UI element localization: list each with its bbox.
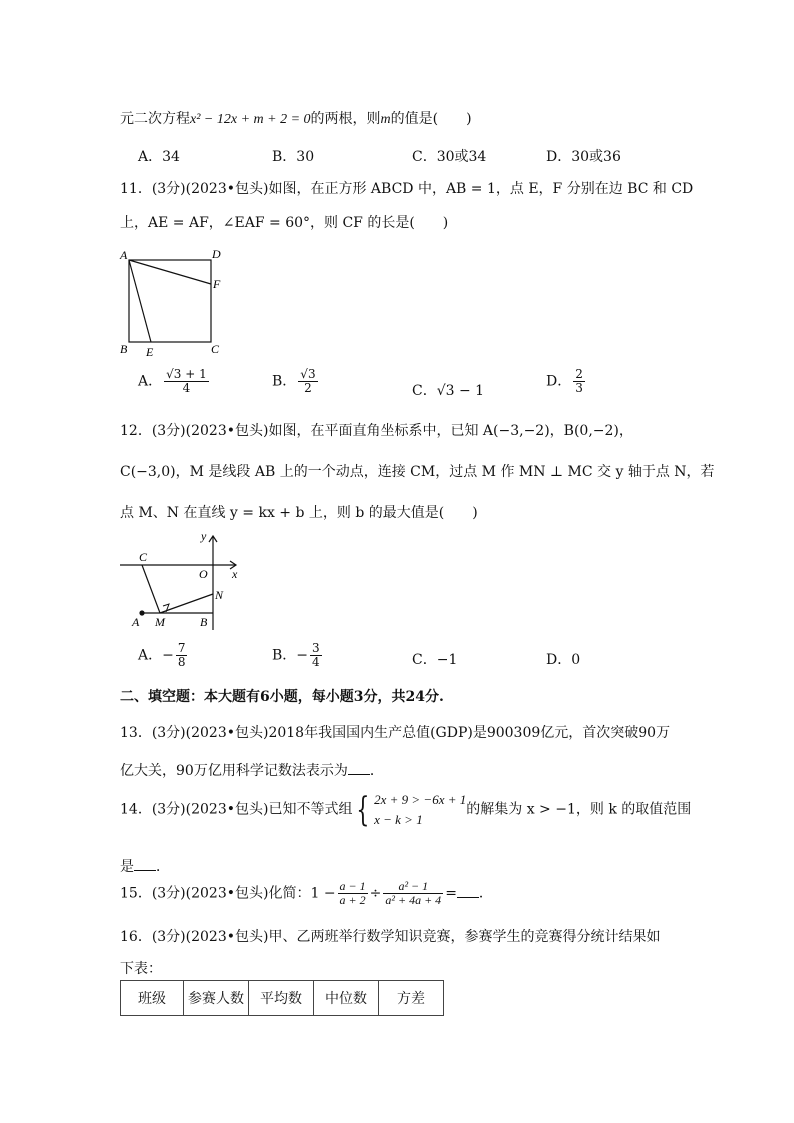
q12-option-c[interactable]: C．−1: [412, 652, 458, 668]
q15-answer-blank[interactable]: [457, 885, 479, 898]
q16-stem-line1: 16．(3分)(2023•包头)甲、乙两班举行数学知识竞赛，参赛学生的竞赛得分统计结果如: [120, 929, 661, 945]
q13-answer-blank[interactable]: [348, 762, 370, 775]
q12-label-a: A: [132, 615, 140, 629]
q13-stem-line2: 亿大关，90万亿用科学记数法表示为 ．: [120, 763, 384, 779]
q11-square-figure: [112, 244, 242, 362]
q12-stem-line2: C(−3,0)，M 是线段 AB 上的一个动点，连接 CM，过点 M 作 MN ⊥ MC 交 y 轴于点 N，若: [120, 464, 715, 480]
q10-stem: 元二次方程x² − 12x + m + 2 = 0的两根，则m的值是( ): [120, 111, 472, 127]
q13-stem-line1: 13．(3分)(2023•包头)2018年我国国内生产总值(GDP)是900309亿元，首次突破90万: [120, 725, 671, 741]
q12-label-c: C: [139, 550, 148, 564]
q16-score-table: [120, 980, 444, 1016]
q12-label-b: B: [200, 615, 208, 629]
q15-stem: 15．(3分)(2023•包头)化简：1 − $\frac{a - 1}{a + 2}$ ÷ $\frac{\text{a² − 1}}{\text{a² + 4a + 4}}$ = ．: [120, 879, 493, 908]
table-header-participants: 参赛人数: [184, 981, 249, 1016]
q11-label-c: C: [211, 342, 220, 356]
q10-option-b[interactable]: B．30: [272, 149, 315, 165]
q12-option-d[interactable]: D．0: [546, 652, 581, 668]
q11-label-b: B: [120, 342, 128, 356]
table-header-variance: 方差: [379, 981, 444, 1016]
table-header-class: 班级: [121, 981, 184, 1016]
q12-label-x: x: [232, 567, 238, 581]
table-header-mean: 平均数: [249, 981, 314, 1016]
q11-option-a[interactable]: A． $\frac{√3 + 1}{4}$: [138, 367, 207, 396]
q14-stem-line2: 是 ．: [120, 859, 170, 875]
q12-label-o: O: [199, 567, 208, 581]
q12-stem-line3: 点 M、N 在直线 y = kx + b 上，则 b 的最大值是( ): [120, 505, 478, 521]
q14-stem-line1: 14．(3分)(2023•包头)已知不等式组 { 2x + 9 > −6x + 1 x − k > 1 的解集为 x > −1，则 k 的取值范围: [120, 789, 692, 830]
table-header-row: [121, 981, 444, 1016]
q12-option-b[interactable]: B．− $\frac{3}{4}$: [272, 641, 320, 670]
q11-stem-line2: 上，AE = AF，∠EAF = 60°，则 CF 的长是( ): [120, 215, 449, 231]
section-heading-fill-in: 二、填空题：本大题有6小题，每小题3分，共24分.: [120, 689, 444, 705]
q12-stem-line1: 12．(3分)(2023•包头)如图，在平面直角坐标系中，已知 A(−3,−2)，B(0,−2)，: [120, 423, 633, 439]
q11-label-d: D: [212, 247, 221, 261]
q11-label-f: F: [213, 277, 221, 291]
q11-stem-line1: 11．(3分)(2023•包头)如图，在正方形 ABCD 中，AB = 1，点 E，F 分别在边 BC 和 CD: [120, 181, 694, 197]
q12-label-m: M: [155, 615, 165, 629]
q12-option-a[interactable]: A．− $\frac{7}{8}$: [138, 641, 186, 670]
q11-label-e: E: [146, 345, 154, 359]
q11-label-a: A: [120, 248, 128, 262]
q12-coordinate-figure: [112, 526, 252, 634]
q14-answer-blank[interactable]: [134, 858, 156, 871]
q11-option-b[interactable]: B． $\frac{√3}{2}$: [272, 367, 316, 396]
q10-option-a[interactable]: A．34: [138, 149, 180, 165]
q12-label-y: y: [201, 529, 207, 543]
table-header-median: 中位数: [314, 981, 379, 1016]
q12-label-n: N: [215, 588, 224, 602]
q11-option-c[interactable]: C．√3 − 1: [412, 383, 485, 399]
q10-option-c[interactable]: C．30或34: [412, 149, 487, 165]
q11-option-d[interactable]: D． $\frac{2}{3}$: [546, 367, 583, 396]
q16-stem-line2: 下表：: [120, 961, 162, 977]
q10-option-d[interactable]: D．30或36: [546, 149, 621, 165]
